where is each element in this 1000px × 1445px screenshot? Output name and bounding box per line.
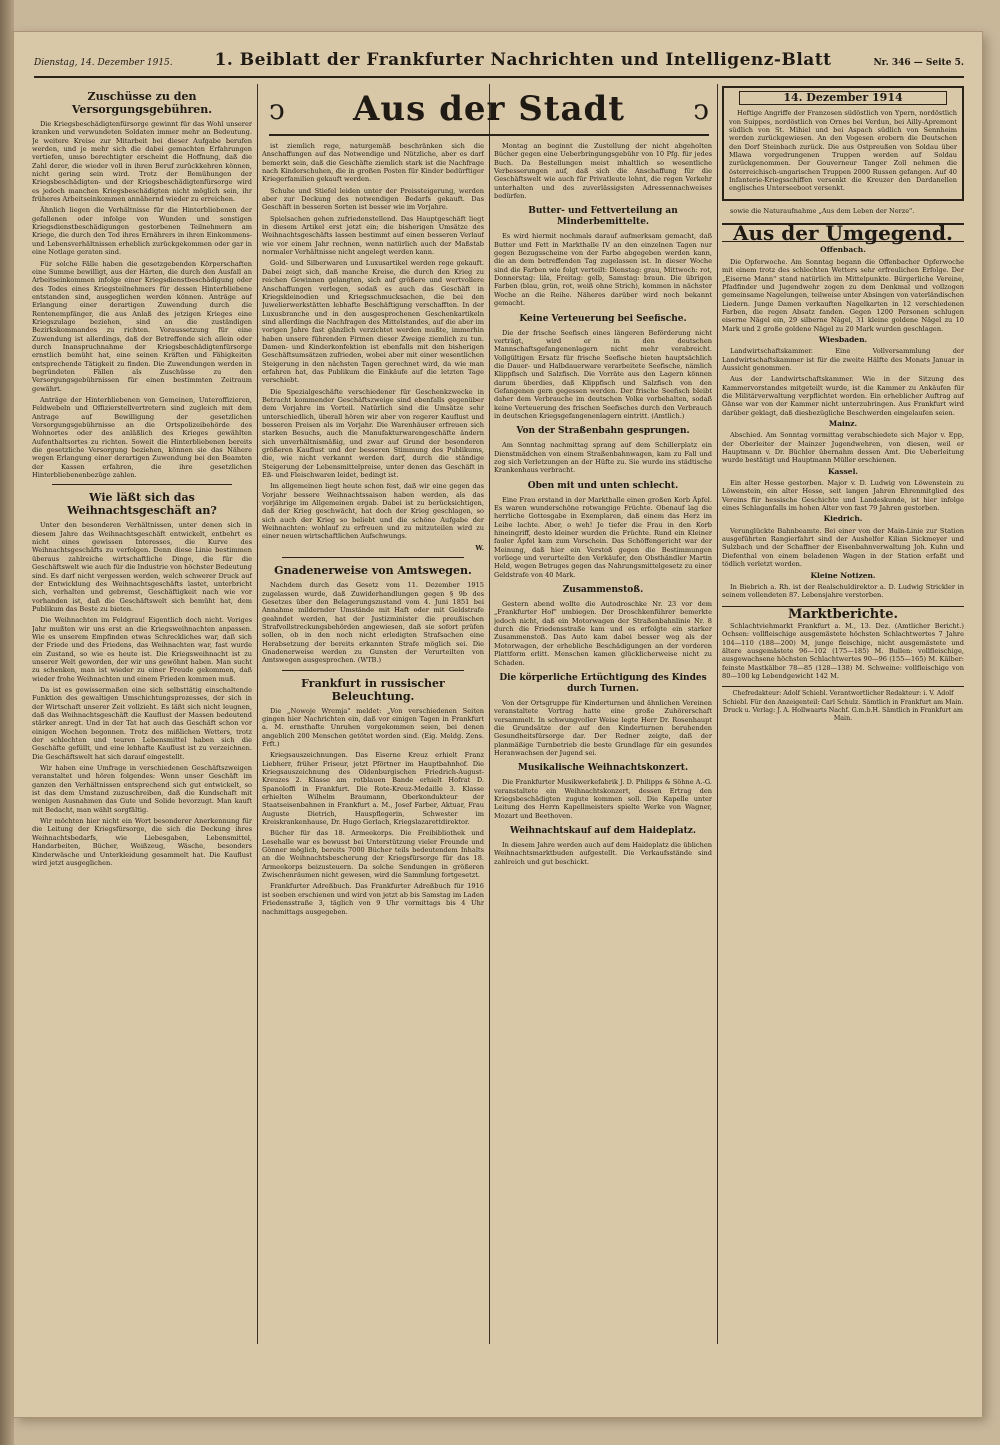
section-title-umgegend: Aus der Umgegend. xyxy=(722,223,964,242)
paragraph: Schuhe und Stiefel leiden unter der Preissteigerung, werden aber zur Deckung des notwendigen Bedarfs gekauft. Das Geschäft in besseren Sorten ist besser wie im Vorjahre. xyxy=(262,186,484,212)
paragraph: Von der Ortsgruppe für Kinderturnen und ähnlichen Vereinen veranstaltete Vortrag hatte eine große Zuhörerschaft versammelt. In schwungvoller Weise legte Herr Dr. Rosenhaupt die Grundsätze der auf den Kinderturnen beruhenden Gesundheitsfürsorge dar. Der Redner zeigte, daß der planmäßige Turnbetrieb die beste Grundlage für ein gesundes Heranwachsen der Jugend sei. xyxy=(494,698,712,757)
place-heading: Kiedrich. xyxy=(823,514,863,524)
headline-turnen: Die körperliche Ertüchtigung des Kindes durch Turnen. xyxy=(499,672,707,694)
chronicle-date: 14. Dezember 1914 xyxy=(739,91,947,105)
newspaper-page xyxy=(14,32,982,1417)
column-rule xyxy=(717,84,718,1344)
paragraph: Gestern abend wollte die Autodroschke Nr. 23 vor dem „Frankfurter Hof" umbiegen. Der Droschkenführer bemerkte jedoch nicht, daß ein Motorwagen der Straßenbahnlinie Nr. 8 durch die Friedensstraße kam und es erfolgte ein starker Zusammenstoß. Das Auto kam dabei besser weg als der Motorwagen, der erhebliche Beschädigungen an der vorderen Plattform erlitt. Menschen kamen glücklicherweise nicht zu Schaden. xyxy=(494,600,712,667)
paragraph: Abschied. Am Sonntag vormittag verabschiedete sich Major v. Epp, der Oberleiter der Mainzer Jugendwehren, von diesen, weil er Hauptmann v. Dr. Büchler übernahm dessen Amt. Die Ueberleitung wurde bestätigt und Hauptmann Müller erschienen. xyxy=(722,431,964,465)
headline-weihnachtsgeschaeft: Wie läßt sich das Weihnachtsgeschäft an? xyxy=(67,491,217,518)
paragraph: Die „Nowoje Wremja" meldet: „Von verschiedenen Seiten gingen hier Nachrichten ein, daß vor einigen Tagen in Frankfurt a. M. ernsthafte Unruhen vorgekommen seien, bei denen angeblich 200 Menschen getötet worden sind. (Eig. Meldg. Zens. Frft.) xyxy=(262,706,484,748)
headline-butter: Butter- und Fettverteilung an Minderbemittelte. xyxy=(528,206,678,228)
headline-haideplatz: Weihnachtskauf auf dem Haideplatz. xyxy=(509,825,697,836)
headline-zusammenstoss: Zusammenstoß. xyxy=(562,585,644,596)
paragraph: Aus der Landwirtschaftskammer. Wie in der Sitzung des Kammervorstandes mitgeteilt wurde, ist die Kammer zu Ankäufen für die Militärverwaltung verpflichtet worden. Ein erheblicher Auftrag auf Gänse war von der Kammer nicht unterzubringen. Aus Frankfurt wird darüber geklagt, daß diesbezügliche Beschwerden eingelaufen seien. xyxy=(722,375,964,417)
paragraph: Kriegsauszeichnungen. Das Eiserne Kreuz erhielt Franz Liebherr, früher Friseur, jetzt Pförtner im Hauptbahnhof. Die Kriegsauszeichnung des Oldenburgischen Friedrich-August-Kreuzes 2. Klasse am rotblauen Bande erhielt Hofrat D. Spanoloffi in Frankfurt. Die Rote-Kreuz-Medaille 3. Klasse erhielten Wilhelm Braumann, Oberkondukteur der Staatseisenbahnen in Frankfurt a. M., Josef Farber, Aktuar, Frau Auguste Dietrich, Hauspflegerin, Schwester im Kreiskrankenhause, Dr. Hugo Gerlach, Kriegslazarettdirektor. xyxy=(262,751,484,827)
divider xyxy=(282,670,464,671)
paragraph: Wir möchten hier nicht ein Wort besonderer Anerkennung für die Leitung der Kriegsfürsorge, die sich die Deckung ihres Weihnachtsbedarfs, wie Liebesgaben, Lebensmittel, Handarbeiten, Bücher, Weißzeug, Wäsche, besonders Kinderwäsche und Unterkleidung gesammelt hat. Die Kauflust wird jetzt ausgeglichen. xyxy=(32,817,252,867)
column-rule xyxy=(489,84,490,1344)
column-4 xyxy=(722,84,964,1339)
paragraph: Es wird hiermit nochmals darauf aufmerksam gemacht, daß Butter und Fett in Markthalle IV an den einzelnen Tagen nur gegen Bezugsscheine von der Farbe abgegeben werden kann, die an dem betreffenden Tag zugelassen ist. In dieser Woche sind die Farben wie folgt verteilt: Dienstag: grau, Mittwoch: rot, Donnerstag: lila, Freitag: gelb, Samstag: braun. Die übrigen Farben (blau, grün, rot, weiß ohne Strich), kommen in nächster Woche an die Reihe. Näheres darüber wird noch bekannt gemacht. xyxy=(494,232,712,308)
paragraph: Landwirtschaftskammer. Eine Vollversammlung der Landwirtschaftskammer ist für die zweite Hälfte des Monats Januar in Aussicht genommen. xyxy=(722,347,964,372)
paragraph: Die der frische Seefisch eines längeren Beförderung nicht verträgt, wird er in den deutschen Mannschaftsgefangenenlagern nicht mehr verabreicht. Vollgültigen Ersatz für frische Seefische bieten hauptsächlich die Dauer- und Halbdauerware verarbeitete Seefische, nämlich Klippfisch und Salzfisch. Die Vorräte aus den Lagern können darum überdies, daß Klippfisch und Salzfisch von den Gefangenen gern gegessen werden. Der frische Seefisch bleibt daher dem Verbrauche im deutschen Volke vorbehalten, sodaß keine Verteuerung des frischen Seefisches durch den Verbrauch in deutschen Kriegsgefangenenlagern eintritt. (Amtlich.) xyxy=(494,328,712,420)
paragraph: sowie die Naturaufnahme „Aus dem Leben der Nerze". xyxy=(730,206,915,215)
paragraph: Für solche Fälle haben die gesetzgebenden Körperschaften eine Summe bewilligt, aus der Härten, die durch den Ausfall an Arbeitseinkommen infolge einer Kriegsdienstbeschädigung oder des Todes eines Kriegsteilnehmers für dessen Hinterbliebene entstanden sind, ausgeglichen werden können. Anträge auf Erlangung einer derartigen Zuwendung durch die Rentenempfänger, die aus Anlaß des jetzigen Krieges eine Kriegszulage beziehen, sind an die zuständigen Bezirkskommandos zu richten. Voraussetzung für eine Zuwendung ist allerdings, daß der Betreffende sich allein oder durch Inanspruchnahme der Kriegsbeschädigtenfürsorge ernstlich bemüht hat, eine seinen Kräften und Fähigkeiten entsprechende Tätigkeit zu finden. Die Zuwendungen werden in begründeten Fällen als Zuschüsse zu den Versorgungsgebührnissen für einen bestimmten Zeitraum gewährt. xyxy=(32,259,252,393)
divider xyxy=(282,557,464,558)
paragraph: Spielsachen gehen zufriedenstellend. Das Hauptgeschäft liegt in diesem Artikel erst jetzt ein; die bisherigen Umsätze des Weihnachtsgeschäfts lassen bestimmt auf einen besseren Verlauf wie vor einem Jahr rechnen, wenn natürlich auch der Maßstab normaler Verhältnisse nicht angelegt werden kann. xyxy=(262,214,484,257)
imprint: Chefredakteur: Adolf Schiebl. Verantwortlicher Redakteur: i. V. Adolf Schiebl. Für den Anzeigenteil: Carl Schulz. Sämtlich in Frankfurt am Main. Druck u. Verlag: J. A. Hollwaarts Nachf. G.m.b.H. Sämtlich in Frankfurt am Main. xyxy=(722,686,964,723)
column-rule xyxy=(257,84,258,1344)
paragraph: ist ziemlich rege, naturgemäß beschränken sich die Anschaffungen auf das Notwendige und Nützliche, aber es darf bemerkt sein, daß die Geschäfte ziemlich stark ist die Nachfrage nach Kinderschuhen, die in großen Posten für Kinder bedürftiger Kriegerfamilien gekauft werden. xyxy=(262,142,484,184)
place-heading: Mainz. xyxy=(828,419,858,428)
place-heading: Kassel. xyxy=(827,466,859,476)
paragraph: Verunglückte Bahnbeamte. Bei einer von der Main-Linie zur Station ausgeführten Rangierfahrt sind der Aushelfer Kilian Sickmeyer und Sulzbach und der Schaffner der Eisenbahnverwaltung Joh. Kuhn und Diefenthal von einem beladenen Wagen in der Station erfaßt und tödlich verletzt worden. xyxy=(722,526,964,569)
place-heading: Offenbach. xyxy=(820,245,866,255)
masthead xyxy=(34,50,964,78)
paragraph: Montag an beginnt die Zustellung der nicht abgeholten Bücher gegen eine Ueberbringungsgebühr von 10 Pfg. für jedes Buch. Da Bestellungen meist inhaltlich so wesentliche Verbesserungen auf, daß sich die Anschaffung für die Geschäftswelt wie auch für Privatleute lohnt, die regen Verkehr unterhalten und des zuverlässigsten Adressennachweises bedürfen. xyxy=(494,142,712,201)
paragraph: In Biebrich a. Rh. ist der Realschuldirektor a. D. Ludwig Strickler in seinem vollendeten 87. Lebensjahre verstorben. xyxy=(722,582,964,600)
paragraph: Die Opferwoche. Am Sonntag begann die Offenbacher Opferwoche mit einem trotz des schlechten Wetters sehr erfreulichen Erfolge. Der „Eiserne Mann" stand natürlich im Mittelpunkte. Bürgerliche Vereine, Pfadfinder und Jugendwehr zogen zu dem Denkmal und vollzogen gemeinsame Nagelungen, teilweise unter Absingen von vaterländischen Liedern. Junge Damen verkauften Nagelkarten in 12 verschiedenen Farben, die regen Absatz fanden. Gegen 1200 Personen schlugen eiserne Nägel ein, 29 silberne Nägel, 31 kleine goldene Nägel zu 10 Mark und 2 große goldene Nägel zu 20 Mark wurden geschlagen. xyxy=(722,257,964,333)
chronicle-text: Heftige Angriffe der Franzosen südöstlich von Ypern, nordöstlich von Suippes, nordöstlich von Ornes bei Verdun, bei Ailly-Apremont südlich von St. Mihiel und bei Aspach südlich von Sennheim werden zurückgewiesen. An den Vogesen erobern die Deutschen den Dorf Steinbach zurück. Die aus Ostpreußen von Soldau über Mlawa vorgedrungenen Truppen werden auf Soldau zurückgenommen. Der Gouverneur Tanger Zoll nehmen die österreichisch-ungarischen Truppen 2000 Russen gefangen. Auf 40 Infanterie-Kriegsschiffen versenkt die Kreuzer den Dardanellen englisches Unterseeboot versenkt. xyxy=(729,109,957,193)
masthead-number: Nr. 346 — Seite 5. xyxy=(873,58,964,68)
paragraph: Die Weihnachten im Feldgrau! Eigentlich doch nicht. Voriges Jahr mußten wir uns erst an die Kriegsweihnachten anpassen. Wie es unserem Empfinden etwas Schreckliches war, daß sich der Friede und des Friedens, das Weihnachten war, fast wurde ein Zustand, so wie es heute ist. Die Kriegsweihnacht ist zu unserer Welt geworden, der wir uns gewöhnt haben. Man sucht zu schenken, man ist wieder zu einer Freude gekommen, daß wieder frohe Weihnachten und einem Frieden kommen muß. xyxy=(32,616,252,683)
paragraph: Unter den besonderen Verhältnissen, unter denen sich in diesem Jahre das Weihnachtsgeschäft entwickelt, entbehrt es nicht eines gewissen Interesses, die Kurve des Weihnachtsgeschäfts zu verfolgen. Denn diese Linie bestimmen überaus zahlreiche wirtschaftliche Dinge, die für die Geschäftswelt wie auch für die Industrie von höchster Bedeutung sind. Es darf nicht vergessen werden, welch schwerer Druck auf der Entwicklung des Weihnachtsgeschäfts lastet, unterbricht sich, verhalten und gebremst, Geschäftigkeit nach wie vor vorhanden ist, daß die Geschäftswelt sich bemüht hat, dem Publikum das Beste zu bieten. xyxy=(32,521,252,613)
paragraph: Da ist es gewissermaßen eine sich selbsttätig einschaltende Funktion des gewaltigen Umschichtungsprozesses, der sich in der Wirtschaft unserer Zeit vollzieht. Es läßt sich nicht leugnen, daß das Weihnachtsgeschäft die Kauflust der Massen bedeutend stärker anregt. Und in der Tat hat auch das Geschäft schon vor einigen Wochen begonnen. Trotz des mißlichen Wetters, trotz der schlechten und teuren Lebensmittel haben sich die Geschäfte gefüllt, und eine lebhafte Kauflust ist zu verzeichnen. Die Geschäftswelt hat sich darauf eingestellt. xyxy=(32,685,252,761)
divider xyxy=(52,484,232,485)
headline-konzert: Musikalische Weihnachtskonzert. xyxy=(517,763,689,774)
paragraph: Die Spezialgeschäfte verschiedener für Geschenkzwecke in Betracht kommender Geschäftszweige sind ebenfalls gegenüber dem Vorjahre im Vorteil. Natürlich sind die Umsätze sehr unterschiedlich, überall hören wir aber von regerer Kauflust und besseren Preisen als im Vorjahr. Die Warenhäuser erfreuen sich starken Besuchs, auch die Manufakturwarengeschäfte ändern sich unverhältnismäßig, und zwar auf Grund der besonderen größeren Kauflust und der besseren Stimmung des Publikums, die, wie nicht verkannt werden darf, durch die ständige Steigerung der Lebensmittelpreise, unter denen das Geschäft in Eß- und Fleischwaren leidet, bedingt ist. xyxy=(262,387,484,480)
masthead-title: 1. Beiblatt der Frankfurter Nachrichten und Intelligenz-Blatt xyxy=(214,50,832,70)
ornament-left-icon: ↄ xyxy=(269,92,285,126)
headline-gnadenerweise: Gnadenerweise von Amtswegen. xyxy=(274,564,472,578)
paragraph: Nachdem durch das Gesetz vom 11. Dezember 1915 zugelassen wurde, daß Zuwiderhandlungen gegen § 9b des Gesetzes über den Belagerungszustand vom 4. Juni 1851 bei Annahme mildernder Umstände mit Haft oder mit Geldstrafe geahndet werden, hat der Justizminister die preußischen Strafvollstreckungsbehörden angewiesen, daß sie sofort prüfen sollen, ob in den noch nicht erledigten Strafsachen eine Herabsetzung der bereits erkannten Strafe möglich sei. Die Gnadenerweise werden zu Gunsten der Verurteilten von Amtswegen ausgesprochen. (WTB.) xyxy=(262,581,484,665)
paragraph: Gold- und Silberwaren und Luxusartikel werden rege gekauft. Dabei zeigt sich, daß manche Kreise, die durch den Krieg zu reichen Gewinnen gelangten, sich auf größere und wertvollere Anschaffungen verlegen, sodaß es auch das Geschäft in Kriegskleinodien und Kriegsschmucksachen, die bei den Juwelierwerkstätten lebhafte Beschäftigung verschafften. In der Luxusbranche und in den ausgesprochenen Geschenkartikeln sind allerdings die Nachfragen des Mittelstandes, auf die aber im vorigen Jahre fast gänzlich verzichtet werden mußte, immerhin haben unsere führenden Firmen dieser Zweige ziemlich zu tun. Damen- und Kinderkonfektion ist ebenfalls mit den bisherigen Geschäftsumsätzen zufrieden, wobei aber mit einer wesentlichen Steigerung in den nächsten Tagen gerechnet wird, da wie man erfahren hat, das Publikum die Einkäufe auf die letzten Tage verschiebt. xyxy=(262,259,484,385)
headline-zuschuesse: Zuschüsse zu den Versorgungsgebühren. xyxy=(71,90,213,116)
headline-seefische: Keine Verteuerung bei Seefische. xyxy=(519,313,687,324)
column-2 xyxy=(262,84,484,1344)
headline-strassenbahn: Von der Straßenbahn gesprungen. xyxy=(516,426,690,437)
paragraph: Ähnlich liegen die Verhältnisse für die Hinterbliebenen der gefallenen oder infolge von Wunden und sonstigen Kriegsdienstbeschädigungen gestorbenen Teilnehmern am Kriege, die durch den Tod ihres Ernährers in ihren Einkommens- und Lebensverhältnissen erheblich zurückgekommen oder gar in eine Notlage geraten sind. xyxy=(32,206,252,257)
paragraph: Frankfurter Adreßbuch. Das Frankfurter Adreßbuch für 1916 ist soeben erschienen und wird von jetzt ab bis Samstag im Laden Friedensstraße 3, täglich von 9 Uhr vormittags bis 4 Uhr nachmittags ausgegeben. xyxy=(262,882,484,916)
section-title-markt: Marktberichte. xyxy=(722,606,964,619)
paragraph: Bücher für das 18. Armeekorps. Die Freibibliothek und Lesehalle war es bewusst bei Unterstützung vieler Freunde und Gönner möglich, bereits 7000 Bücher teils bedeutendem Inhalts an die Weihnachtsbescherung der Kriegsfürsorge für das 18. Armeekorps beizusteuern. Da solche Sendungen in größeren Zwischenräumen nicht gewesen, wird die Sammlung fortgesetzt. xyxy=(262,829,484,880)
column-1 xyxy=(32,84,252,1334)
paragraph: Schlachtviehmarkt Frankfurt a. M., 13. Dez. (Amtlicher Bericht.) Ochsen: vollfleischige ausgemästete höchsten Schlachtwertes 7 Jahre 104—110 (188—200) M, junge fleischige, nicht ausgemästete und ältere ausgemästete 96—102 (175—185) M. Bullen: vollfleischige, ausgewachsene höchsten Schlachtwertes 90—96 (155—165) M. Kälber: feinste Mastkälber 78—85 (128—138) M. Schweine: vollfleischige von 80—100 kg Lebendgewicht 142 M. xyxy=(722,621,964,680)
headline-frankfurt-russisch: Frankfurt in russischer Beleuchtung. xyxy=(301,676,445,703)
headline-oben-unten: Oben mit und unten schlecht. xyxy=(527,480,679,491)
paragraph: Im allgemeinen liegt heute schon fest, daß wir eine gegen das Vorjahr bessere Weihnachtssaison haben werden, als das vorjährige im Allgemeinen ergab. Dabei ist zu berücksichtigen, daß der Krieg geschwächt, hat doch der Krieg geschlagen, so sich auch der Krieg so beliebt und die schöne Aufgabe der Weihnachten: wohlauf zu erfreuen und zu mitzuteilen wird zu einer neuen wirtschaftlichen Aufschwungs. xyxy=(262,482,484,541)
column-3 xyxy=(494,84,712,1344)
masthead-date: Dienstag, 14. Dezember 1915. xyxy=(34,58,173,68)
section-title: Aus der Stadt xyxy=(352,89,625,129)
paragraph: Die Frankfurter Musikwerkefabrik J. D. Philipps & Söhne A.-G. veranstaltete ein Weihnachtskonzert, dessen Ertrag den Kriegsbeschädigten zugute kommen soll. Die Kapelle unter Leitung des Herrn Kapellmeisters spielte Werke von Wagner, Mozart und Beethoven. xyxy=(494,778,712,820)
paragraph: Anträge der Hinterbliebenen von Gemeinen, Unteroffizieren, Feldwebeln und Offizierstellvertretern sind zugleich mit dem Antrage auf Bewilligung der gesetzlichen Versorgungsgebührnisse an die Ortspolizeibehörde des Wohnortes oder des anläßlich des Krieges gewählten Aufenthaltsortes zu richten. Soweit die Hinterbliebenen bereits die gesetzliche Versorgung beziehen, können sie das Nähere wegen Erlangung einer derartigen Zuwendung bei den Beamten der Kassen erfahren, die ihre gesetzlichen Hinterbliebenenbezüge zahlen. xyxy=(32,396,252,480)
paragraph: Am Sonntag nachmittag sprang auf dem Schillerplatz ein Dienstmädchen von einem Straßenbahnwagen, kam zu Fall und zog sich Verletzungen an der Hüfte zu. Sie wurde ins städtische Krankenhaus verbracht. xyxy=(494,441,712,475)
paragraph: Ein alter Hesse gestorben. Major v. D. Ludwig von Löwenstein zu Löwenstein, ein alter Hesse, seit langen Jahren Ehrenmitglied des Vereins für hessische Geschichte und Landeskunde, ist hier infolge eines Schlaganfalls im hohen Alter von fast 79 Jahren gestorben. xyxy=(722,479,964,513)
paragraph: Eine Frau erstand in der Markthalle einen großen Korb Äpfel. Es waren wunderschöne rotwangige Früchte. Obenauf lag die herrliche Gottesgabe in Exemplaren, daß einem das Herz im Leibe lachte. Aber, o weh! Je tiefer die Frau in den Korb hineingriff, desto kleiner wurden die Früchte. Rund ein Kleiner fauler Äpfel kam zum Vorschein. Das Schöffengericht war der Meinung, daß hier ein Verstoß gegen die Bestimmungen vorliege und verurteilte den Verkäufer, den Obsthändler Martin Held, wegen Betruges gegen das Nahrungsmittelgesetz zu einer Geldstrafe von 40 Mark. xyxy=(494,495,712,579)
place-heading: Wiesbaden. xyxy=(818,334,868,344)
page-binding xyxy=(0,0,14,1445)
place-heading: Kleine Notizen. xyxy=(810,570,876,580)
paragraph: Wir haben eine Umfrage in verschiedenen Geschäftszweigen veranstaltet und hören folgendes: Wenn unser Geschäft im ganzen den Verhältnissen entsprechend sich gut entwickelt, so ist das dem Umstand zuzuschreiben, daß die Kundschaft mit wenigen Ausnahmen das Gute und Solide bevorzugt. Man kauft mit Bedacht, man wählt sorgfältig. xyxy=(32,764,252,814)
signature: W. xyxy=(475,543,484,552)
ornament-right-icon: ↄ xyxy=(693,92,709,126)
paragraph: Die Kriegsbeschädigtenfürsorge gewinnt für das Wohl unserer kranken und verwundeten Soldaten immer mehr an Bedeutung. Je weitere Kreise zur Mitarbeit bei dieser Aufgabe berufen werden, und je mehr sich die dabei gemachten Erfahrungen vertiefen, umso berechtigter erscheint die Hoffnung, daß die Zahl derer, die wieder voll in ihren Beruf zurückkehren können, nicht gering sein wird. Trotz der Bemühungen der Kriegsbeschädigten- und der Kriegsbeschädigtenfürsorge wird es jedoch manchen Kriegsbeschädigten nicht möglich sein, ihr früheres Arbeitseinkommen annähernd wieder zu erreichen. xyxy=(32,120,252,204)
paragraph: In diesem Jahre werden auch auf dem Haideplatz die üblichen Weihnachtsmarktbuden aufgestellt. Die Verkaufsstände sind zahlreich und gut beschickt. xyxy=(494,840,712,866)
chronicle-box xyxy=(722,86,964,201)
